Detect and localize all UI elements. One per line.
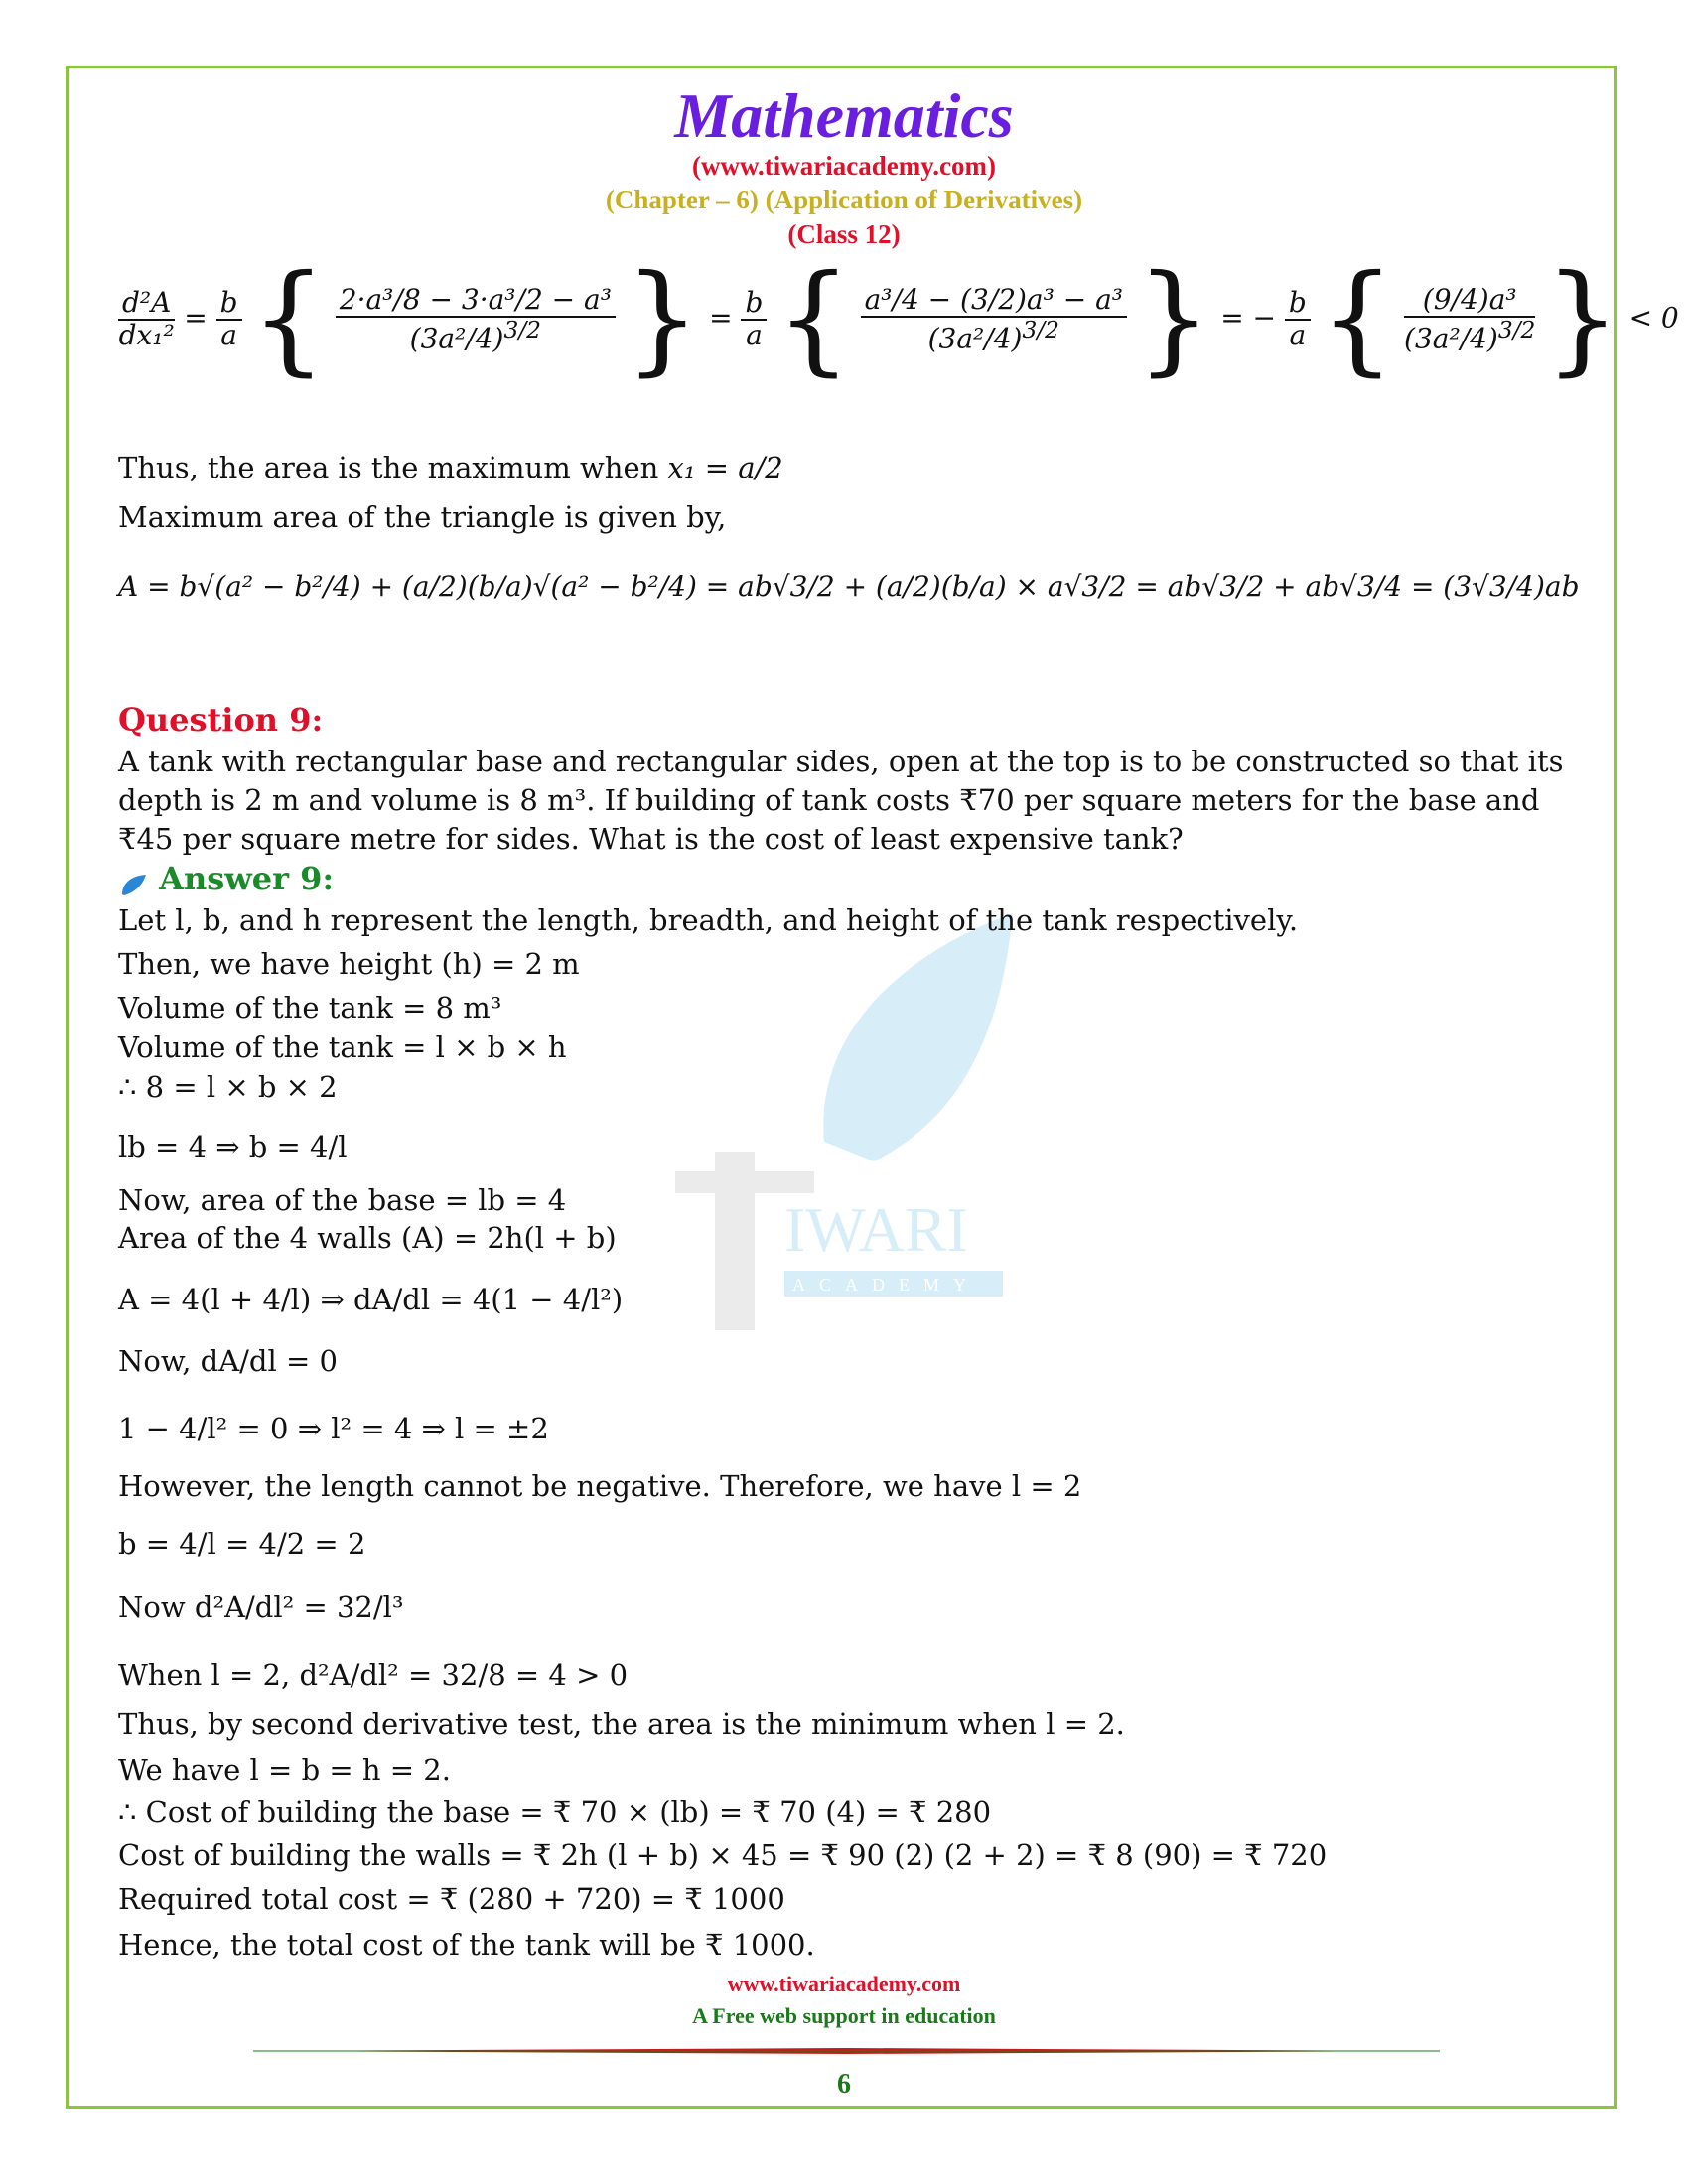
answer-line-16: Thus, by second derivative test, the area is the minimum when l = 2. — [118, 1707, 1125, 1741]
answer-line-21: Hence, the total cost of the tank will be ₹ 1000. — [118, 1928, 815, 1962]
answer-line-14: Now d²A/dl² = 32/l³ — [118, 1590, 404, 1624]
tiwari-logo-icon — [118, 869, 148, 894]
answer-line-4: Volume of the tank = l × b × h — [118, 1030, 567, 1064]
footer-divider — [253, 2048, 1440, 2054]
header-class: (Class 12) — [787, 219, 901, 249]
second-derivative-expression: $\frac{\text{d²A}}{\text{dx₁²}}$ = $\frac{b}{a}$ { $\frac{\text{2·a³/8 − 3·a³/2 − a³}}{(3a^2/4)^{3/2}}$ } = $\frac{b}{a}$ { $\frac{\text{a³/4 − (3/2)a³ − a³}}{(3a^2/4)^{3/2}}$ } = − $\frac{b}{a}$ { $\frac{\text{(9/4)a³}}{(3a^2/4)^{3/2}}$ } < 0 — [118, 250, 1679, 388]
answer-heading: Answer 9: — [118, 860, 334, 897]
answer-line-13: b = 4/l = 4/2 = 2 — [118, 1527, 366, 1561]
maximum-area-formula: A = b√(a² − b²/4) + (a/2)(b/a)√(a² − b²/4) = ab√3/2 + (a/2)(b/a) × a√3/2 = ab√3/2 + ab√3/4 = (3√3/4)ab — [118, 570, 1580, 603]
watermark-brand: IWARI — [784, 1194, 968, 1265]
question-text: A tank with rectangular base and rectangular sides, open at the top is to be constructed so that its depth is 2 m and volume is 8 m³. If building of tank costs ₹70 per square meters for the base and ₹45 per square metre for sides. What is the cost of least expensive tank? — [118, 745, 1564, 856]
answer-line-1: Let l, b, and h represent the length, breadth, and height of the tank respectively. — [118, 903, 1299, 937]
answer-line-20: Required total cost = ₹ (280 + 720) = ₹ 1000 — [118, 1882, 785, 1916]
answer-line-12: However, the length cannot be negative. Therefore, we have l = 2 — [118, 1469, 1082, 1503]
header-chapter: (Chapter – 6) (Application of Derivatives) — [605, 185, 1083, 214]
page-title: Mathematics — [674, 80, 1014, 151]
answer-line-6: lb = 4 ⇒ b = 4/l — [118, 1130, 348, 1163]
answer-line-18: ∴ Cost of building the base = ₹ 70 × (lb) = ₹ 70 (4) = ₹ 280 — [118, 1795, 992, 1829]
watermark-sub: ACADEMY — [792, 1275, 981, 1295]
question-heading: Question 9: — [118, 701, 324, 739]
answer-line-17: We have l = b = h = 2. — [118, 1753, 451, 1787]
maximum-condition-line: Thus, the area is the maximum when x₁ = a/2 — [118, 451, 783, 484]
answer-line-2: Then, we have height (h) = 2 m — [118, 947, 580, 981]
footer-tagline: A Free web support in education — [692, 2003, 996, 2028]
answer-line-9: A = 4(l + 4/l) ⇒ dA/dl = 4(1 − 4/l²) — [118, 1283, 624, 1316]
maximum-area-line: Maximum area of the triangle is given by, — [118, 500, 727, 534]
footer-url: www.tiwariacademy.com — [727, 1972, 961, 1996]
answer-line-10: Now, dA/dl = 0 — [118, 1344, 338, 1378]
answer-line-8: Area of the 4 walls (A) = 2h(l + b) — [118, 1221, 617, 1255]
answer-line-11: 1 − 4/l² = 0 ⇒ l² = 4 ⇒ l = ±2 — [118, 1412, 549, 1445]
answer-line-19: Cost of building the walls = ₹ 2h (l + b) × 45 = ₹ 90 (2) (2 + 2) = ₹ 8 (90) = ₹ 720 — [118, 1839, 1328, 1872]
answer-line-3: Volume of the tank = 8 m³ — [118, 991, 502, 1024]
header-url: (www.tiwariacademy.com) — [692, 151, 996, 181]
answer-line-7: Now, area of the base = lb = 4 — [118, 1183, 567, 1217]
answer-line-15: When l = 2, d²A/dl² = 32/8 = 4 > 0 — [118, 1658, 629, 1692]
tiwari-academy-watermark — [675, 893, 1033, 1350]
answer-line-5: ∴ 8 = l × b × 2 — [118, 1070, 338, 1104]
page-number: 6 — [837, 2069, 851, 2100]
